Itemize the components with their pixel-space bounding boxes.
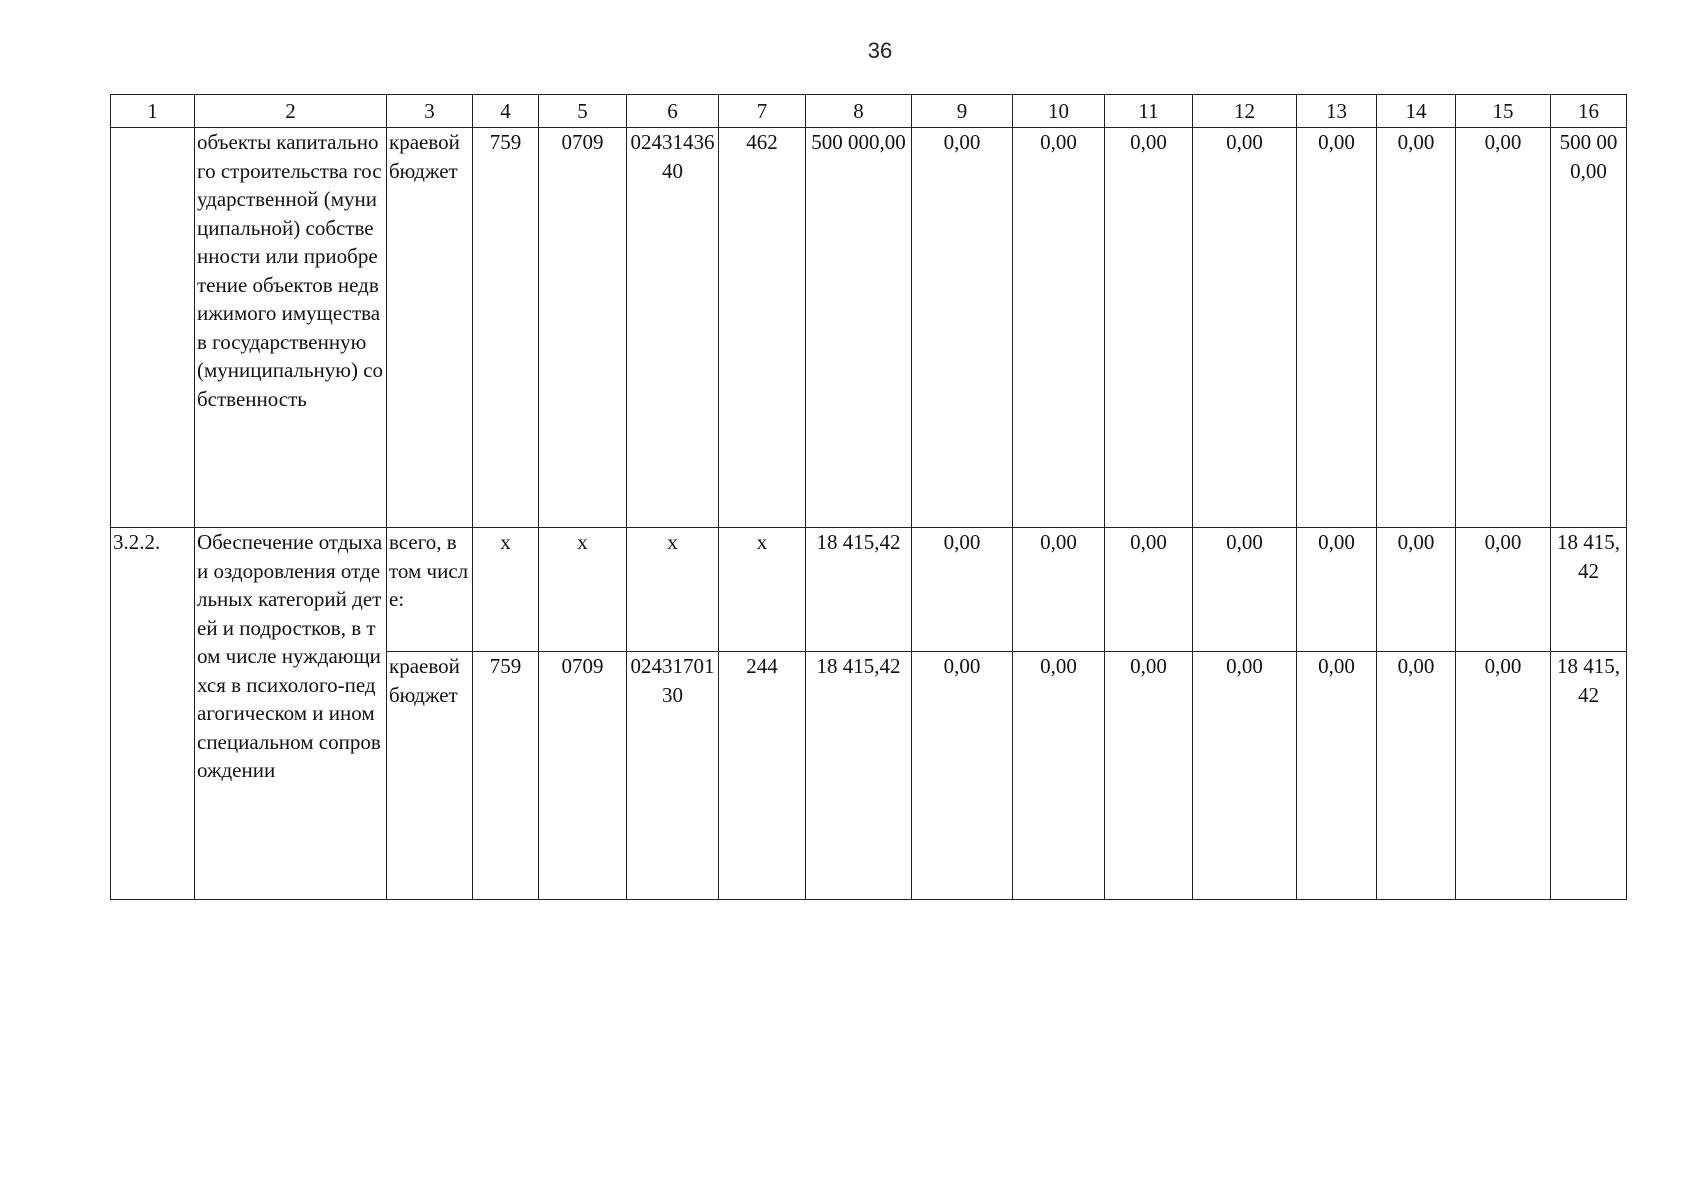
total-amount-cell: 18 415,42 xyxy=(1551,652,1627,900)
amount-cell: 0,00 xyxy=(1377,128,1456,528)
funding-source-cell: всего, в том числе: xyxy=(387,528,473,652)
page-number: 36 xyxy=(867,38,893,63)
amount-cell: 18 415,42 xyxy=(806,652,912,900)
amount-cell: 0,00 xyxy=(1013,652,1105,900)
funding-source-cell: краевой бюджет xyxy=(387,652,473,900)
target-article-cell: 0243143640 xyxy=(627,128,719,528)
amount-cell: 0,00 xyxy=(1193,528,1297,652)
total-amount-cell: 18 415,42 xyxy=(1551,528,1627,652)
header-cell-4: 4 xyxy=(473,95,539,128)
section-code-cell: 0709 xyxy=(539,128,627,528)
amount-cell: 0,00 xyxy=(1377,528,1456,652)
target-article-cell: х xyxy=(627,528,719,652)
target-article-cell: 0243170130 xyxy=(627,652,719,900)
amount-cell: 0,00 xyxy=(1297,652,1377,900)
amount-cell: 0,00 xyxy=(912,128,1013,528)
header-cell-16: 16 xyxy=(1551,95,1627,128)
expense-type-cell: х xyxy=(719,528,806,652)
header-cell-12: 12 xyxy=(1193,95,1297,128)
table-row xyxy=(111,128,1627,528)
amount-cell: 0,00 xyxy=(1377,652,1456,900)
ministry-code-cell: х xyxy=(473,528,539,652)
amount-cell: 0,00 xyxy=(1456,528,1551,652)
header-cell-10: 10 xyxy=(1013,95,1105,128)
amount-cell: 18 415,42 xyxy=(806,528,912,652)
budget-table xyxy=(110,94,1627,900)
amount-cell: 0,00 xyxy=(1105,652,1193,900)
header-cell-7: 7 xyxy=(719,95,806,128)
section-code-cell: х xyxy=(539,528,627,652)
header-cell-8: 8 xyxy=(806,95,912,128)
expenditure-name-cell: Обеспечение отдыха и оздоровления отдельных категорий детей и подростков, в том числе нуждающихся в психолого-педагогическом и ином специальном сопровождении xyxy=(195,528,387,900)
amount-cell: 0,00 xyxy=(1456,128,1551,528)
expense-type-cell: 462 xyxy=(719,128,806,528)
header-cell-3: 3 xyxy=(387,95,473,128)
amount-cell: 0,00 xyxy=(1456,652,1551,900)
section-code-cell: 0709 xyxy=(539,652,627,900)
amount-cell: 0,00 xyxy=(1013,528,1105,652)
header-cell-5: 5 xyxy=(539,95,627,128)
column-number-header xyxy=(111,95,1627,128)
amount-cell: 0,00 xyxy=(1297,128,1377,528)
row-number-cell: 3.2.2. xyxy=(111,528,195,900)
ministry-code-cell: 759 xyxy=(473,128,539,528)
row-number-cell xyxy=(111,128,195,528)
table-row xyxy=(111,528,1627,652)
expenditure-name-cell: объекты капитального строительства государственной (муниципальной) собственности или приобретение объектов недвижимого имущества в государственную (муниципальную) собственность xyxy=(195,128,387,528)
funding-source-cell: краевой бюджет xyxy=(387,128,473,528)
amount-cell: 0,00 xyxy=(912,528,1013,652)
header-cell-1: 1 xyxy=(111,95,195,128)
header-cell-13: 13 xyxy=(1297,95,1377,128)
amount-cell: 0,00 xyxy=(1105,128,1193,528)
amount-cell: 0,00 xyxy=(1193,128,1297,528)
ministry-code-cell: 759 xyxy=(473,652,539,900)
amount-cell: 0,00 xyxy=(1105,528,1193,652)
amount-cell: 0,00 xyxy=(1297,528,1377,652)
header-cell-11: 11 xyxy=(1105,95,1193,128)
amount-cell: 0,00 xyxy=(1013,128,1105,528)
header-cell-14: 14 xyxy=(1377,95,1456,128)
amount-cell: 500 000,00 xyxy=(806,128,912,528)
header-cell-9: 9 xyxy=(912,95,1013,128)
header-cell-15: 15 xyxy=(1456,95,1551,128)
header-cell-2: 2 xyxy=(195,95,387,128)
header-cell-6: 6 xyxy=(627,95,719,128)
amount-cell: 0,00 xyxy=(1193,652,1297,900)
total-amount-cell: 500 000,00 xyxy=(1551,128,1627,528)
expense-type-cell: 244 xyxy=(719,652,806,900)
amount-cell: 0,00 xyxy=(912,652,1013,900)
